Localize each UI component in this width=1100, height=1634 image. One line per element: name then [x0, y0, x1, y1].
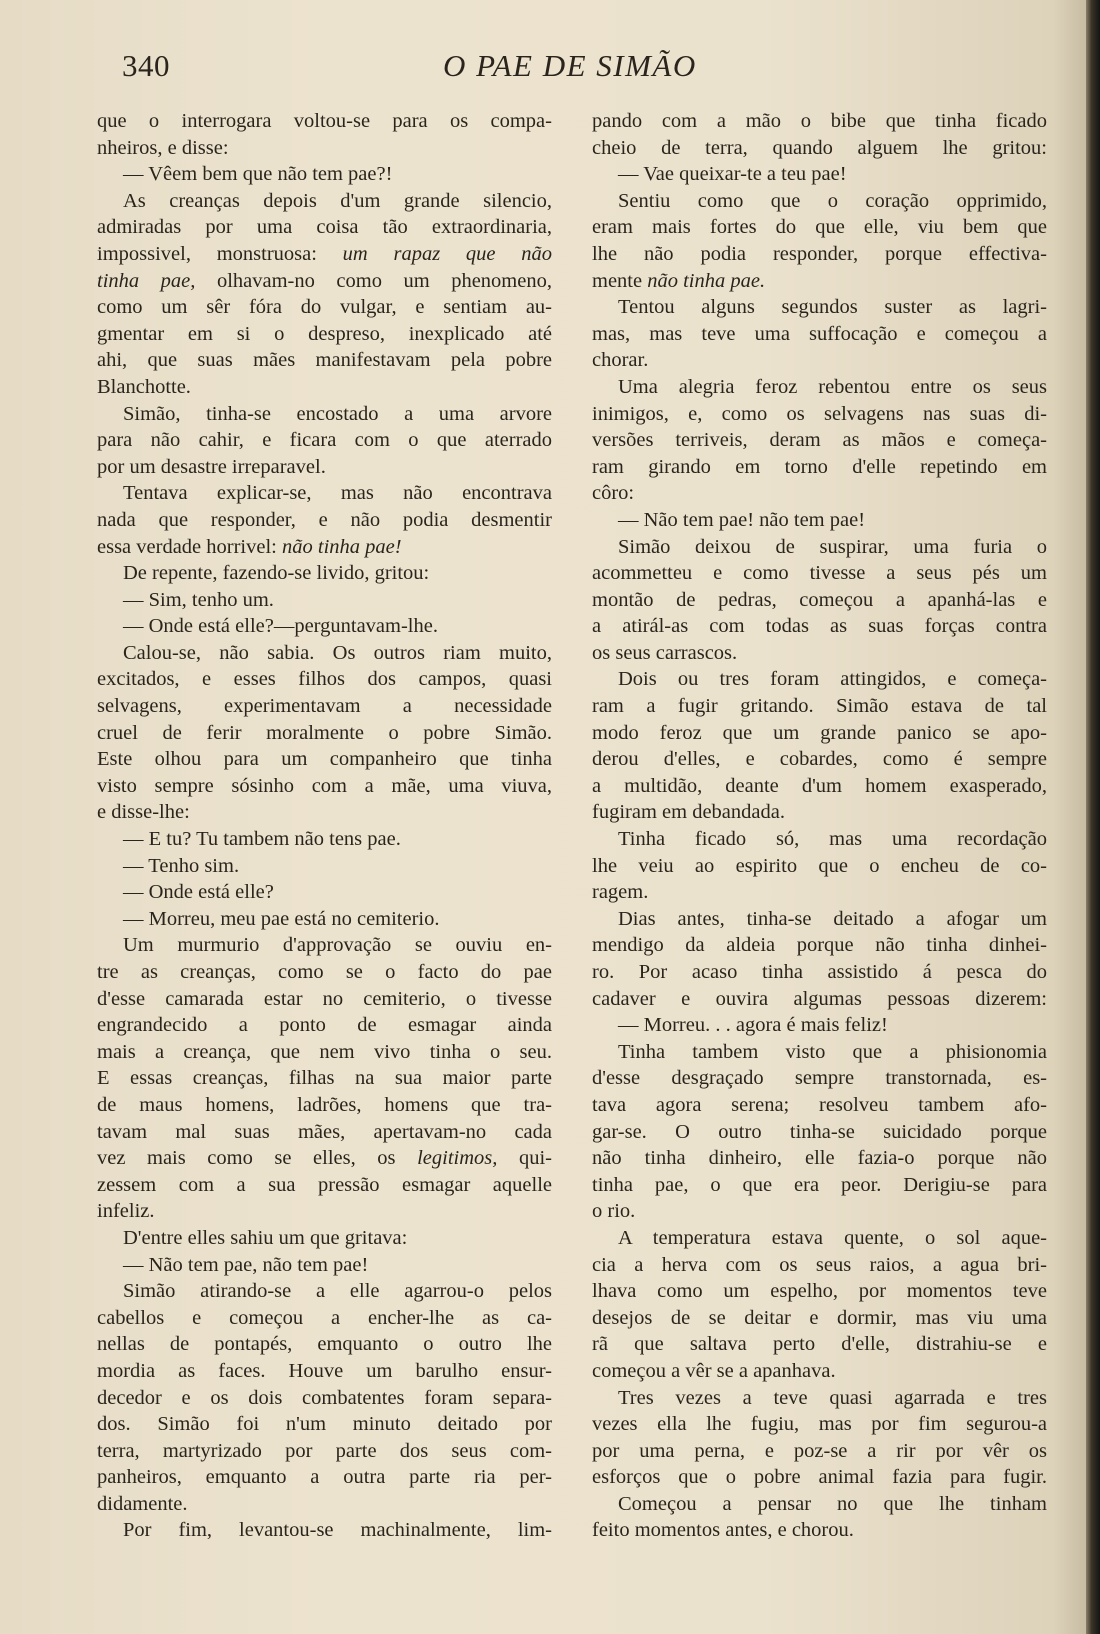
text-line: rã que saltava perto d'elle, distrahiu-se e: [592, 1333, 1047, 1356]
text-line: cheio de terra, quando alguem lhe gritou:: [592, 136, 1047, 159]
text-line: derou d'elles, e cobardes, como é sempre: [592, 748, 1047, 771]
text-line: nheiros, e disse:: [97, 136, 229, 159]
text-line: feito momentos antes, e chorou.: [592, 1519, 854, 1542]
text-segment: olhavam-no como um phenomeno,: [195, 269, 552, 292]
text-line: eram mais fortes do que elle, viu bem que: [592, 216, 1047, 239]
italic-text: um rapaz que não: [342, 242, 553, 265]
text-line: — E tu? Tu tambem não tens pae.: [123, 828, 401, 851]
italic-text: tinha pae,: [97, 269, 196, 292]
text-line: Dias antes, tinha-se deitado a afogar um: [618, 907, 1047, 930]
text-line: desejos de se deitar e dormir, mas viu uma: [592, 1306, 1047, 1329]
text-line: excitados, e esses filhos dos campos, quasi: [97, 668, 552, 691]
text-line: As creanças depois d'um grande silencio,: [123, 189, 552, 212]
text-line: lhe não podia responder, porque effectiva-: [592, 242, 1047, 265]
text-line: para não cahir, e ficara com o que aterrado: [97, 429, 552, 452]
text-line: Sentiu como que o coração opprimido,: [618, 189, 1047, 212]
text-line: Tres vezes a teve quasi agarrada e tres: [618, 1386, 1047, 1409]
text-segment: vez mais como se elles, os: [97, 1147, 418, 1170]
text-line: Calou-se, não sabia. Os outros riam muito,: [123, 641, 552, 664]
text-line: [97, 241, 552, 268]
text-segment: mente: [592, 269, 648, 292]
text-line: tavam mal suas mães, apertavam-no cada: [97, 1120, 552, 1143]
text-line: mordia as faces. Houve um barulho ensur-: [97, 1359, 552, 1382]
text-line: [97, 1145, 552, 1172]
text-line: panheiros, emquanto a outra parte ria per-: [97, 1466, 552, 1489]
text-line: cruel de ferir moralmente o pobre Simão.: [97, 721, 552, 744]
text-line: visto sempre sósinho com a mãe, uma viuva,: [97, 774, 552, 797]
text-line: gar-se. O outro tinha-se suicidado porque: [592, 1120, 1047, 1143]
text-line: vezes ella lhe fugiu, mas por fim segurou-a: [592, 1413, 1047, 1436]
text-line: — Tenho sim.: [123, 854, 240, 877]
text-line: começou a vêr se a apanhava.: [592, 1359, 836, 1382]
left-text-column: [97, 108, 552, 1544]
text-line: Uma alegria feroz rebentou entre os seus: [618, 375, 1047, 398]
right-text-column: [592, 108, 1047, 1544]
text-line: mas, mas teve uma suffocação e começou a: [592, 322, 1047, 345]
text-line: d'esse desgraçado sempre transtornada, es-: [592, 1067, 1047, 1090]
text-line: chorar.: [592, 349, 649, 372]
text-line: não tinha dinheiro, elle fazia-o porque não: [592, 1147, 1047, 1170]
text-line: engrandecido a ponto de esmagar ainda: [97, 1014, 552, 1037]
page-header: [0, 48, 1086, 88]
text-line: Tinha ficado só, mas uma recordação: [618, 828, 1047, 851]
text-line: a atirál-as com todas as suas forças contra: [592, 615, 1047, 638]
text-line: admiradas por uma coisa tão extraordinaria,: [97, 216, 552, 239]
text-segment: essa verdade horrivel:: [97, 535, 282, 558]
text-line: — Não tem pae! não tem pae!: [618, 508, 866, 531]
text-line: [97, 534, 552, 561]
text-line: versões terriveis, deram as mãos e começa-: [592, 429, 1047, 452]
text-line: terra, martyrizado por parte dos seus com-: [97, 1439, 552, 1462]
text-line: selvagens, experimentavam a necessidade: [97, 695, 552, 718]
text-line: didamente.: [97, 1492, 188, 1515]
text-line: acommetteu e como tivesse a seus pés um: [592, 562, 1047, 585]
text-line: E essas creanças, filhas na sua maior parte: [97, 1067, 552, 1090]
text-line: Simão atirando-se a elle agarrou-o pelos: [123, 1280, 552, 1303]
text-line: os seus carrascos.: [592, 641, 738, 664]
book-binding-edge: [1086, 0, 1100, 1634]
text-line: côro:: [592, 482, 635, 505]
text-line: De repente, fazendo-se livido, gritou:: [123, 562, 430, 585]
text-line: tre as creanças, como se o facto do pae: [97, 961, 552, 983]
text-line: ro. Por acaso tinha assistido á pesca do: [592, 961, 1047, 983]
text-line: infeliz.: [97, 1200, 155, 1223]
text-line: tinha pae, o que era peor. Derigiu-se para: [592, 1173, 1047, 1196]
text-line: — Sim, tenho um.: [123, 588, 274, 611]
text-line: A temperatura estava quente, o sol aque-: [618, 1226, 1047, 1249]
text-line: Este olhou para um companheiro que tinha: [97, 748, 552, 771]
text-line: nellas de pontapés, emquanto o outro lhe: [97, 1333, 552, 1356]
text-line: cia a herva com os seus raios, a agua bri-: [592, 1253, 1047, 1276]
text-segment: qui-: [497, 1147, 552, 1170]
text-line: a multidão, deante d'um homem exasperado,: [592, 774, 1047, 797]
text-line: Blanchotte.: [97, 375, 191, 398]
text-line: dos. Simão foi n'um minuto deitado por: [97, 1413, 552, 1436]
text-line: — Onde está elle?—perguntavam-lhe.: [123, 615, 438, 638]
text-line: o rio.: [592, 1200, 636, 1223]
text-line: esforços que o pobre animal fazia para fugir.: [592, 1466, 1047, 1489]
text-line: [592, 268, 1047, 295]
text-line: Por fim, levantou-se machinalmente, lim-: [123, 1519, 552, 1542]
text-line: Simão deixou de suspirar, uma furia o: [618, 535, 1047, 558]
text-line: lhe veiu ao espirito que o encheu de co-: [592, 854, 1047, 877]
text-line: — Morreu. . . agora é mais feliz!: [618, 1014, 888, 1037]
text-line: nada que responder, e não podia desmentir: [97, 508, 552, 531]
text-line: Começou a pensar no que lhe tinham: [618, 1492, 1047, 1515]
text-line: — Não tem pae, não tem pae!: [123, 1253, 369, 1276]
italic-text: legitimos,: [417, 1147, 498, 1170]
text-line: e disse-lhe:: [97, 801, 190, 824]
text-line: modo feroz que um grande panico se apo-: [592, 721, 1047, 744]
text-line: inimigos, e, como os selvagens nas suas di-: [592, 402, 1047, 425]
text-line: zessem com a sua pressão esmagar aquelle: [97, 1173, 552, 1196]
italic-text: não tinha pae!: [282, 535, 402, 558]
text-line: — Morreu, meu pae está no cemiterio.: [123, 907, 440, 930]
text-line: de maus homens, ladrões, homens que tra-: [97, 1093, 552, 1116]
text-line: Um murmurio d'approvação se ouviu en-: [123, 934, 552, 957]
text-line: Simão, tinha-se encostado a uma arvore: [123, 402, 552, 425]
text-line: — Vêem bem que não tem pae?!: [123, 163, 393, 186]
text-line: tava agora serena; resolveu tambem afo-: [592, 1093, 1047, 1116]
text-line: por um desastre irreparavel.: [97, 455, 326, 478]
text-line: ram a fugir gritando. Simão estava de tal: [592, 695, 1047, 718]
text-line: Tentava explicar-se, mas não encontrava: [123, 482, 552, 505]
text-line: d'esse camarada estar no cemiterio, o tivesse: [97, 987, 552, 1010]
text-line: como um sêr fóra do vulgar, e sentiam au-: [97, 296, 552, 319]
text-line: lhava como um espelho, por momentos teve: [592, 1280, 1047, 1303]
text-line: cabellos e começou a encher-lhe as ca-: [97, 1306, 552, 1329]
text-line: mais a creança, que nem vivo tinha o seu.: [97, 1040, 552, 1063]
text-line: ahi, que suas mães manifestavam pela pobre: [97, 349, 552, 372]
text-segment: impossivel, monstruosa:: [97, 242, 343, 265]
text-line: cadaver e ouvira algumas pessoas dizerem:: [592, 987, 1047, 1010]
text-line: D'entre elles sahiu um que gritava:: [123, 1226, 408, 1249]
text-line: [97, 268, 552, 295]
text-line: que o interrogara voltou-se para os compa-: [97, 110, 552, 132]
text-line: ram girando em torno d'elle repetindo em: [592, 455, 1047, 478]
page-number: 340: [122, 48, 170, 83]
running-title: O PAE DE SIMÃO: [443, 48, 697, 83]
text-line: mendigo da aldeia porque não tinha dinhei-: [592, 934, 1047, 957]
text-line: por uma perna, e poz-se a rir por vêr os: [592, 1439, 1047, 1462]
text-line: Tentou alguns segundos suster as lagri-: [618, 296, 1047, 319]
text-line: montão de pedras, começou a apanhá-las e: [592, 588, 1047, 611]
text-line: Tinha tambem visto que a phisionomia: [618, 1040, 1047, 1063]
text-line: — Onde está elle?: [123, 881, 274, 904]
text-line: gmentar em si o despreso, inexplicado até: [97, 322, 552, 345]
text-line: Dois ou tres foram attingidos, e começa-: [618, 668, 1047, 691]
text-line: decedor e os dois combatentes foram separa-: [97, 1386, 552, 1409]
text-line: pando com a mão o bibe que tinha ficado: [592, 110, 1047, 132]
text-line: — Vae queixar-te a teu pae!: [618, 163, 847, 186]
text-line: ragem.: [592, 881, 649, 904]
italic-text: não tinha pae.: [647, 269, 766, 292]
text-line: fugiram em debandada.: [592, 801, 785, 824]
